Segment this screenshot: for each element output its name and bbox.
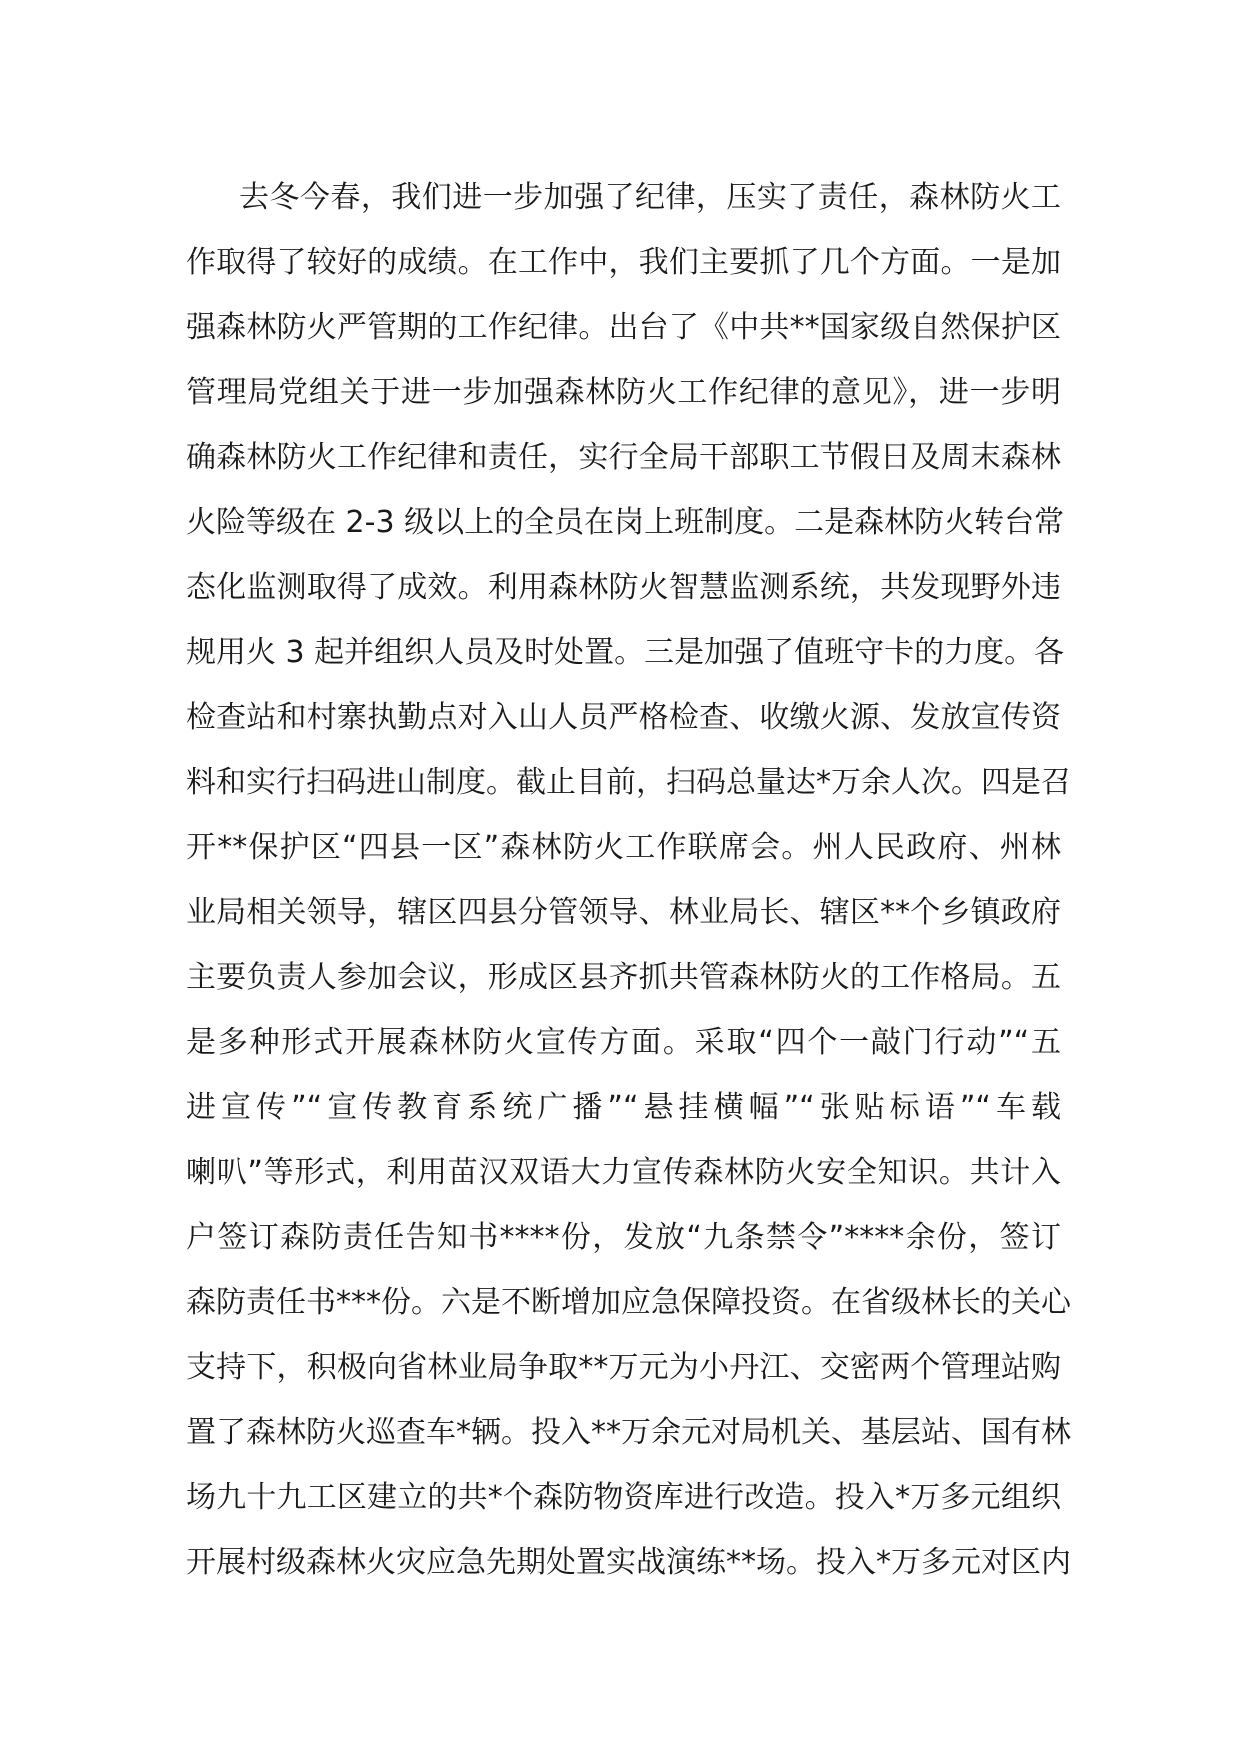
text-line: 户签订森防责任告知书****份，发放“九条禁令”****余份，签订 <box>186 1220 1061 1255</box>
text-line: 作取得了较好的成绩。在工作中，我们主要抓了几个方面。一是加 <box>186 245 1061 280</box>
text-line: 置了森林防火巡查车*辆。投入**万余元对局机关、基层站、国有林 <box>186 1415 1071 1450</box>
text-line: 料和实行扫码进山制度。截止目前，扫码总量达*万余人次。四是召 <box>186 765 1071 800</box>
text-line: 规用火 3 起并组织人员及时处置。三是加强了值班守卡的力度。各 <box>186 635 1065 670</box>
text-line: 业局相关领导，辖区四县分管领导、林业局长、辖区**个乡镇政府 <box>186 895 1061 930</box>
text-line: 支持下，积极向省林业局争取**万元为小丹江、交密两个管理站购 <box>186 1350 1061 1385</box>
body-paragraph <box>186 165 1071 1595</box>
text-line: 确森林防火工作纪律和责任，实行全局干部职工节假日及周末森林 <box>186 440 1061 475</box>
text-line: 开**保护区“四县一区”森林防火工作联席会。州人民政府、州林 <box>186 830 1061 865</box>
text-line: 主要负责人参加会议，形成区县齐抓共管森林防火的工作格局。五 <box>186 960 1061 995</box>
text-line: 森防责任书***份。六是不断增加应急保障投资。在省级林长的关心 <box>186 1285 1071 1320</box>
text-line: 喇叭”等形式，利用苗汉双语大力宣传森林防火安全知识。共计入 <box>186 1155 1061 1190</box>
text-line: 进宣传”“宣传教育系统广播”“悬挂横幅”“张贴标语”“车载 <box>186 1090 1061 1125</box>
text-line: 管理局党组关于进一步加强森林防火工作纪律的意见》，进一步明 <box>186 375 1061 410</box>
text-line: 态化监测取得了成效。利用森林防火智慧监测系统，共发现野外违 <box>186 570 1061 605</box>
text-line: 去冬今春，我们进一步加强了纪律，压实了责任，森林防火工 <box>239 180 1061 215</box>
text-line: 火险等级在 2-3 级以上的全员在岗上班制度。二是森林防火转台常 <box>186 505 1065 540</box>
text-line: 是多种形式开展森林防火宣传方面。采取“四个一敲门行动”“五 <box>186 1025 1061 1060</box>
text-line: 开展村级森林火灾应急先期处置实战演练**场。投入*万多元对区内 <box>186 1545 1071 1580</box>
text-line: 场九十九工区建立的共*个森防物资库进行改造。投入*万多元组织 <box>186 1480 1061 1515</box>
text-line: 检查站和村寨执勤点对入山人员严格检查、收缴火源、发放宣传资 <box>186 700 1061 735</box>
text-line: 强森林防火严管期的工作纪律。出台了《中共**国家级自然保护区 <box>186 310 1061 345</box>
